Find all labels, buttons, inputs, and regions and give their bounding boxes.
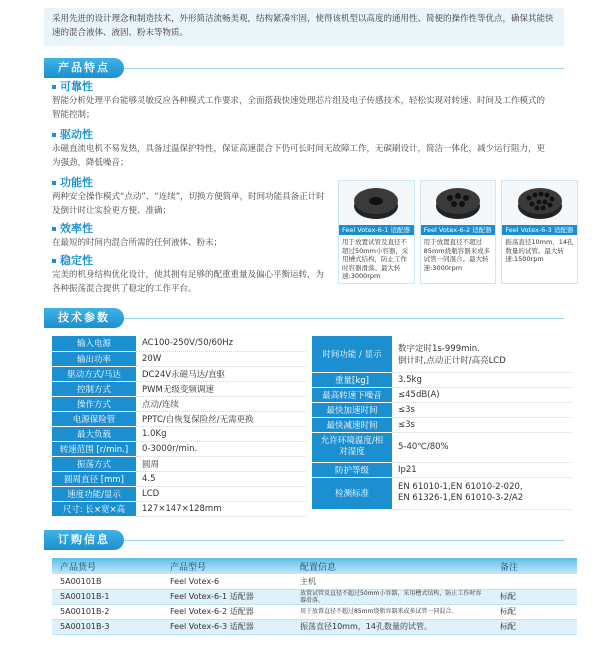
spec-value: 127×147×128mm <box>136 501 306 516</box>
table-row <box>312 477 572 509</box>
col-header: 产品型号 <box>162 558 292 574</box>
table-header-row <box>52 558 577 574</box>
specs-heading <box>44 308 564 328</box>
adapter-2-icon <box>433 184 483 222</box>
spec-key: 防护等级 <box>312 462 392 477</box>
adapter-cards <box>338 180 578 284</box>
table-row <box>312 462 572 477</box>
table-row <box>52 411 306 426</box>
spec-value: 3.5kg <box>392 372 572 387</box>
spec-key: 允许环境温度/相对湿度 <box>312 432 392 462</box>
spec-key: 时间功能 / 显示 <box>312 336 392 372</box>
spec-value: 1.0Kg <box>136 426 306 441</box>
col-header: 备注 <box>492 558 577 574</box>
spec-value: 数字定时1s-999min. 倒计时,点动正计时/高亮LCD <box>392 336 572 372</box>
table-row <box>52 574 577 589</box>
cell: 振荡直径10mm，14孔数量的试管。 <box>292 619 492 634</box>
table-row <box>52 351 306 366</box>
table-row <box>52 471 306 486</box>
table-row <box>52 501 306 516</box>
spec-value: Ip21 <box>392 462 572 477</box>
bullet-icon <box>52 259 56 263</box>
table-row <box>52 441 306 456</box>
spec-value: EN 61010-1,EN 61010-2-020, EN 61326-1,EN 61010-3-2/A2 <box>392 477 572 509</box>
bullet-icon <box>52 181 56 185</box>
order-table <box>52 558 577 635</box>
intro-text: 采用先进的设计理念和制造技术，外形简洁流畅美观，结构紧凑牢固，使得该机型以高度的通用性、简便的操作性等优点，确保其能快速的混合液体、液固、粉末等物质。 <box>44 8 564 46</box>
adapter-card <box>501 180 578 284</box>
spec-key: 电源保险管 <box>52 411 136 426</box>
feature-desc: 智能分析处理平台能够灵敏反应各种模式工作要求，全面搭载快速处理芯片组及电子传感技术，轻松实现对转速、时间及工作模式的智能控制； <box>52 96 546 120</box>
feature-reliability <box>52 80 552 122</box>
feature-title: 驱动性 <box>60 128 93 141</box>
table-row <box>52 619 577 634</box>
table-row <box>52 426 306 441</box>
cell: 标配 <box>492 604 577 619</box>
spec-value: 点动/连续 <box>136 396 306 411</box>
feature-desc: 在最短的时间内混合所需的任何液体、粉末； <box>52 238 223 248</box>
specs-heading-label: 技术参数 <box>44 308 124 328</box>
spec-value: 4.5 <box>136 471 306 486</box>
table-row <box>312 417 572 432</box>
table-row <box>312 432 572 462</box>
feature-title: 功能性 <box>60 176 93 189</box>
table-row <box>52 366 306 381</box>
feature-drive <box>52 128 552 170</box>
adapter-name: Feel Votex-6-2 适配器 <box>421 225 496 235</box>
feature-desc: 完美的机身结构优化设计，使其拥有足够的配重重量及偏心平衡运转，为各种振荡混合提供了稳定的工作平台。 <box>52 270 325 294</box>
feature-title: 稳定性 <box>60 254 93 267</box>
divider <box>124 68 564 69</box>
spec-value: 圆周 <box>136 456 306 471</box>
cell: Feel Votex-6-2 适配器 <box>162 604 292 619</box>
spec-key: 控制方式 <box>52 381 136 396</box>
table-row <box>52 589 577 604</box>
spec-value: AC100-250V/50/60Hz <box>136 336 306 351</box>
spec-value: LCD <box>136 486 306 501</box>
adapter-image <box>339 181 414 225</box>
spec-key: 最大负载 <box>52 426 136 441</box>
feature-desc: 永磁直流电机不易发热，具备过温保护特性，保证高速混合下仍可长时间无故障工作，无碳刷设计，简洁一体化，减少运行阻力，更为强劲，降低噪音； <box>52 144 546 168</box>
adapter-name: Feel Votex-6-1 适配器 <box>339 225 414 235</box>
col-header: 产品货号 <box>52 558 162 574</box>
cell: 用于放置直径不超过85mm烧瓶容器来或多试管一同混合。 <box>292 604 492 619</box>
adapter-card <box>420 180 497 284</box>
feature-function <box>52 176 332 218</box>
cell: Feel Votex-6-1 适配器 <box>162 589 292 604</box>
adapter-name: Feel Votex-6-3 适配器 <box>502 225 577 235</box>
divider <box>124 318 564 319</box>
feature-desc: 两种安全操作模式“点动”、“连续”，切换方便简单，时间功能具备正计时及倒计时让实验更方便、准确； <box>52 192 325 216</box>
table-row <box>52 456 306 471</box>
adapter-3-icon <box>515 184 565 222</box>
adapter-desc: 用于放置试管及直径不超过50mm小容器，采用槽式结构，防止工作时容器滑落。最大转速:3000rpm <box>342 238 409 280</box>
cell: Feel Votex-6 <box>162 574 292 589</box>
spec-key: 振荡方式 <box>52 456 136 471</box>
cell: 5A00101B <box>52 574 162 589</box>
spec-key: 驱动方式/马达 <box>52 366 136 381</box>
spec-value: ≤45dB(A) <box>392 387 572 402</box>
cell: Feel Votex-6-3 适配器 <box>162 619 292 634</box>
spec-key: 输入电源 <box>52 336 136 351</box>
table-row <box>52 396 306 411</box>
spec-value: DC24V永磁马达/直驱 <box>136 366 306 381</box>
bullet-icon <box>52 133 56 137</box>
table-row <box>312 387 572 402</box>
spec-key: 尺寸: 长×宽×高 <box>52 501 136 516</box>
spec-value: PWM无级变频调速 <box>136 381 306 396</box>
features-heading-label: 产品特点 <box>44 58 124 78</box>
features-heading <box>44 58 564 78</box>
spec-value: 20W <box>136 351 306 366</box>
spec-key: 圆周直径 [mm] <box>52 471 136 486</box>
table-row <box>52 486 306 501</box>
spec-value: 0-3000r/min. <box>136 441 306 456</box>
cell: 放置试管及直径不超过50mm小容器，采用槽式结构，防止工作时容器滑落。 <box>292 589 492 604</box>
divider <box>124 540 564 541</box>
cell: 5A00101B-1 <box>52 589 162 604</box>
order-heading <box>44 530 564 550</box>
spec-key: 最快加速时间 <box>312 402 392 417</box>
feature-efficiency <box>52 222 332 250</box>
spec-key: 重量[kg] <box>312 372 392 387</box>
cell <box>492 574 577 589</box>
adapter-1-icon <box>351 184 401 222</box>
cell: 主机 <box>292 574 492 589</box>
spec-value: PPTC/自恢复保险丝/无需更换 <box>136 411 306 426</box>
adapter-image <box>421 181 496 225</box>
table-row <box>312 336 572 372</box>
table-row <box>52 336 306 351</box>
adapter-desc: 振荡直径10mm，14孔数量的试管。最大转速:1500rpm <box>505 238 574 263</box>
specs-table-right <box>312 336 572 510</box>
col-header: 配置信息 <box>292 558 492 574</box>
spec-key: 操作方式 <box>52 396 136 411</box>
bullet-icon <box>52 85 56 89</box>
bullet-icon <box>52 227 56 231</box>
cell: 标配 <box>492 589 577 604</box>
spec-value: ≤3s <box>392 402 572 417</box>
spec-key: 转速范围 [r/min.] <box>52 441 136 456</box>
feature-title: 可靠性 <box>60 80 93 93</box>
cell: 标配 <box>492 619 577 634</box>
spec-key: 最快减速时间 <box>312 417 392 432</box>
specs-table-left <box>52 336 306 517</box>
spec-key: 输出功率 <box>52 351 136 366</box>
table-row <box>52 604 577 619</box>
spec-key: 检测标准 <box>312 477 392 509</box>
cell: 5A00101B-2 <box>52 604 162 619</box>
table-row <box>52 381 306 396</box>
spec-key: 最高转速下噪音 <box>312 387 392 402</box>
spec-value: 5-40℃/80% <box>392 432 572 462</box>
cell: 5A00101B-3 <box>52 619 162 634</box>
order-heading-label: 订购信息 <box>44 530 124 550</box>
table-row <box>312 372 572 387</box>
adapter-card <box>338 180 415 284</box>
spec-key: 速度功能/显示 <box>52 486 136 501</box>
spec-value: ≤3s <box>392 417 572 432</box>
adapter-image <box>502 181 577 225</box>
feature-stability <box>52 254 332 296</box>
adapter-desc: 用于放置直径不超过85mm烧瓶容器来或多试管一同混合。最大转速:3000rpm <box>423 238 491 272</box>
table-row <box>312 402 572 417</box>
feature-title: 效率性 <box>60 222 93 235</box>
